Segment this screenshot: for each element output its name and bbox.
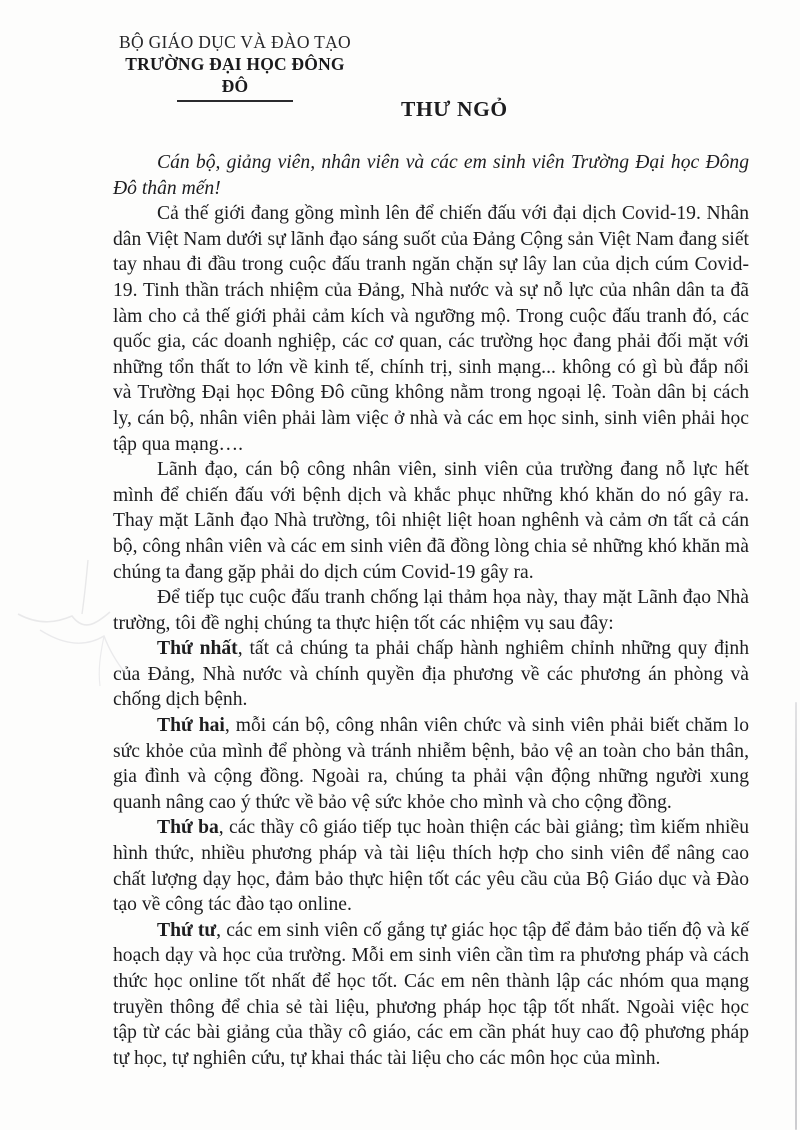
letter-body	[113, 150, 749, 1071]
letterhead	[110, 32, 360, 102]
paragraph-lead: Thứ nhất	[157, 638, 238, 660]
university-name: TRƯỜNG ĐẠI HỌC ĐÔNG ĐÔ	[125, 54, 345, 96]
paragraph: Lãnh đạo, cán bộ công nhân viên, sinh viên của trường đang nỗ lực hết mình để chiến đấu với bệnh dịch và khắc phục những khó khăn do nó gây ra. Thay mặt Lãnh đạo Nhà trường, tôi nhiệt liệt hoan nghênh và cảm ơn tất cả cán bộ, công nhân viên và các em sinh viên đã đồng lòng chia sẻ những khó khăn mà chúng ta đang gặp phải do dịch cúm Covid-19 gây ra.	[113, 459, 749, 583]
paragraph: Để tiếp tục cuộc đấu tranh chống lại thảm họa này, thay mặt Lãnh đạo Nhà trường, tôi đề nghị chúng ta thực hiện tốt các nhiệm vụ sau đây:	[113, 587, 749, 634]
paragraph-lead: Thứ tư	[157, 919, 217, 941]
paragraph: Thứ tư, các em sinh viên cố gắng tự giác học tập để đảm bảo tiến độ và kế hoạch dạy và học của trường. Mỗi em sinh viên cần tìm ra phương pháp và cách thức học online tốt nhất để học tốt. Các em nên thành lập các nhóm qua mạng truyền thông để chia sẻ tài liệu, phương pháp học tập tốt nhất. Ngoài việc học tập từ các bài giảng của thầy cô giáo, các em cần phát huy cao độ phương pháp tự học, tự nghiên cứu, tự khai thác tài liệu cho các môn học của mình.	[113, 919, 749, 1069]
document-title: THƯ NGỎ	[401, 97, 508, 121]
ministry-name: BỘ GIÁO DỤC VÀ ĐÀO TẠO	[119, 32, 351, 52]
paragraph-lead: Thứ ba	[157, 817, 219, 839]
letterhead-underline	[177, 100, 293, 102]
paragraph-list	[113, 201, 749, 1071]
paragraph: Thứ ba, các thầy cô giáo tiếp tục hoàn thiện các bài giảng; tìm kiếm nhiều hình thức, nhiều phương pháp và tài liệu thích hợp cho sinh viên để nâng cao chất lượng dạy học, đảm bảo thực hiện tốt các yêu cầu của Bộ Giáo dục và Đào tạo về công tác đào tạo online.	[113, 817, 749, 916]
paragraph: Thứ hai, mỗi cán bộ, công nhân viên chức và sinh viên phải biết chăm lo sức khỏe của mình để phòng và tránh nhiễm bệnh, bảo vệ an toàn cho bản thân, gia đình và cộng đồng. Ngoài ra, chúng ta phải vận động những người xung quanh nâng cao ý thức về bảo vệ sức khỏe cho mình và cho cộng đồng.	[113, 715, 749, 813]
scan-smudge-mark	[0, 552, 130, 712]
salutation: Cán bộ, giảng viên, nhân viên và các em sinh viên Trường Đại học Đông Đô thân mến!	[113, 152, 749, 199]
paragraph: Cả thế giới đang gồng mình lên để chiến đấu với đại dịch Covid-19. Nhân dân Việt Nam dưới sự lãnh đạo sáng suốt của Đảng Cộng sản Việt Nam đang siết tay nhau đi đầu trong cuộc đấu tranh ngăn chặn sự lây lan của dịch cúm Covid-19. Tinh thần trách nhiệm của Đảng, Nhà nước và sự nỗ lực của nhân dân ta đã làm cho cả thế giới phải cảm kích và ngưỡng mộ. Trong cuộc đấu tranh đó, các quốc gia, các doanh nghiệp, các cơ quan, các trường học đang phải đối mặt với những tổn thất to lớn về kinh tế, chính trị, sinh mạng... không có gì bù đắp nổi và Trường Đại học Đông Đô cũng không nằm trong ngoại lệ. Toàn dân bị cách ly, cán bộ, nhân viên phải làm việc ở nhà và các em học sinh, sinh viên phải học tập qua mạng….	[113, 203, 749, 455]
paragraph-lead: Thứ hai	[157, 715, 225, 737]
paragraph: Thứ nhất, tất cả chúng ta phải chấp hành nghiêm chỉnh những quy định của Đảng, Nhà nước và chính quyền địa phương về các phương án phòng và chống dịch bệnh.	[113, 638, 749, 711]
scan-edge-line	[795, 702, 797, 1130]
